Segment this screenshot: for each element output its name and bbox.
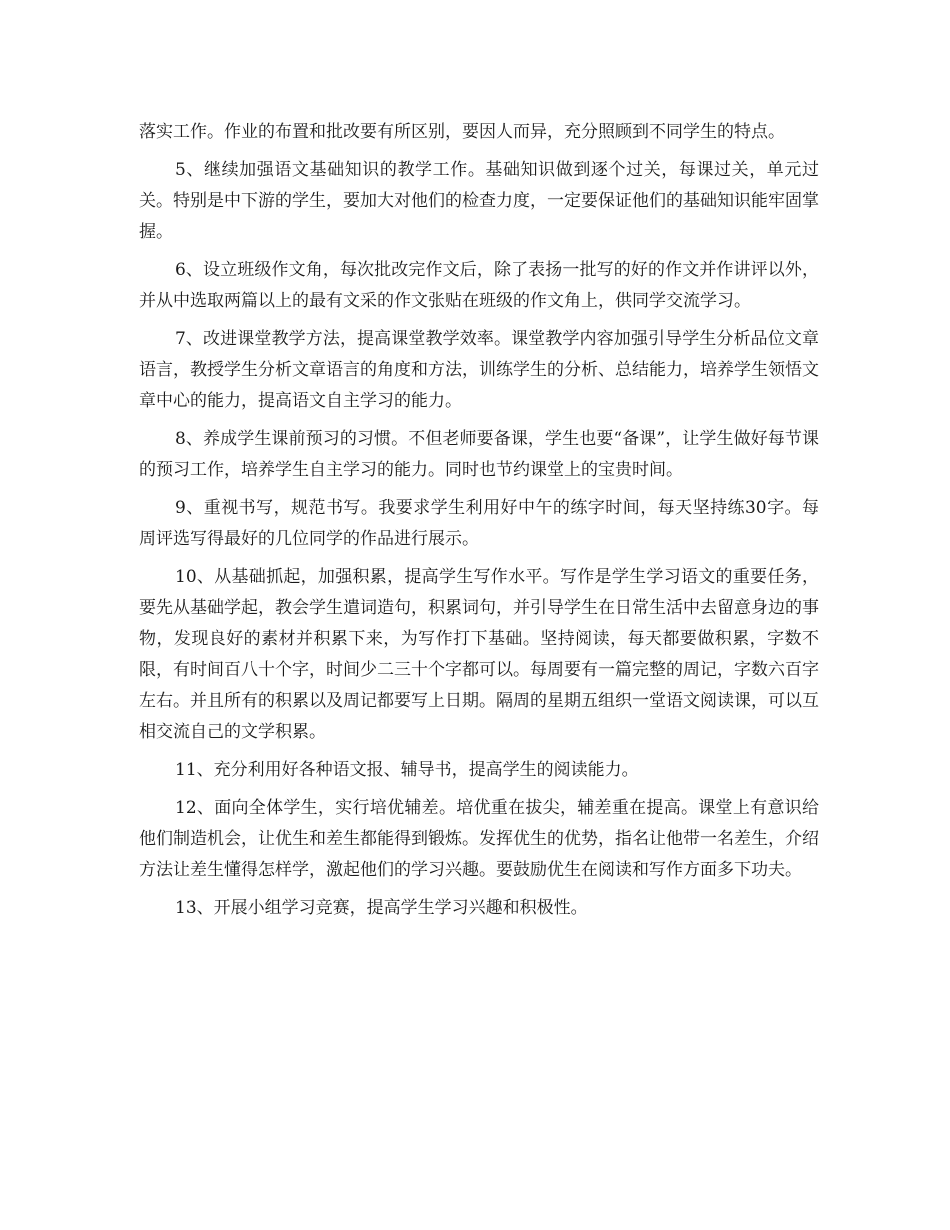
paragraph-item-8: 8、养成学生课前预习的习惯。不但老师要备课，学生也要“备课”，让学生做好每节课的预习工作，培养学生自主学习的能力。同时也节约课堂上的宝贵时间。 — [139, 429, 819, 480]
document-body — [139, 117, 819, 931]
paragraph-item-12: 12、面向全体学生，实行培优辅差。培优重在拔尖，辅差重在提高。课堂上有意识给他们制造机会，让优生和差生都能得到锻炼。发挥优生的优势，指名让他带一名差生，介绍方法让差生懂得怎样学，激起他们的学习兴趣。要鼓励优生在阅读和写作方面多下功夫。 — [139, 798, 819, 880]
paragraph-continuation: 落实工作。作业的布置和批改要有所区别，要因人而异，充分照顾到不同学生的特点。 — [139, 122, 785, 142]
paragraph-item-11: 11、充分利用好各种语文报、辅导书，提高学生的阅读能力。 — [175, 760, 639, 780]
paragraph-item-9: 9、重视书写，规范书写。我要求学生利用好中午的练字时间，每天坚持练30字。每周评选写得最好的几位同学的作品进行展示。 — [139, 498, 819, 549]
paragraph-item-7: 7、改进课堂教学方法，提高课堂教学效率。课堂教学内容加强引导学生分析品位文章语言，教授学生分析文章语言的角度和方法，训练学生的分析、总结能力，培养学生领悟文章中心的能力，提高语文自主学习的能力。 — [139, 329, 819, 411]
paragraph-item-5: 5、继续加强语文基础知识的教学工作。基础知识做到逐个过关，每课过关，单元过关。特别是中下游的学生，要加大对他们的检查力度，一定要保证他们的基础知识能牢固掌握。 — [139, 160, 819, 242]
paragraph-item-13: 13、开展小组学习竞赛，提高学生学习兴趣和积极性。 — [175, 898, 588, 918]
paragraph-item-6: 6、设立班级作文角，每次批改完作文后，除了表扬一批写的好的作文并作讲评以外，并从中选取两篇以上的最有文采的作文张贴在班级的作文角上，供同学交流学习。 — [139, 260, 819, 311]
paragraph-item-10: 10、从基础抓起，加强积累，提高学生写作水平。写作是学生学习语文的重要任务，要先从基础学起，教会学生遣词造句，积累词句，并引导学生在日常生活中去留意身边的事物，发现良好的素材并积累下来，为写作打下基础。坚持阅读，每天都要做积累，字数不限，有时间百八十个字，时间少二三十个字都可以。每周要有一篇完整的周记，字数六百字左右。并且所有的积累以及周记都要写上日期。隔周的星期五组织一堂语文阅读课，可以互相交流自己的文学积累。 — [139, 567, 819, 742]
